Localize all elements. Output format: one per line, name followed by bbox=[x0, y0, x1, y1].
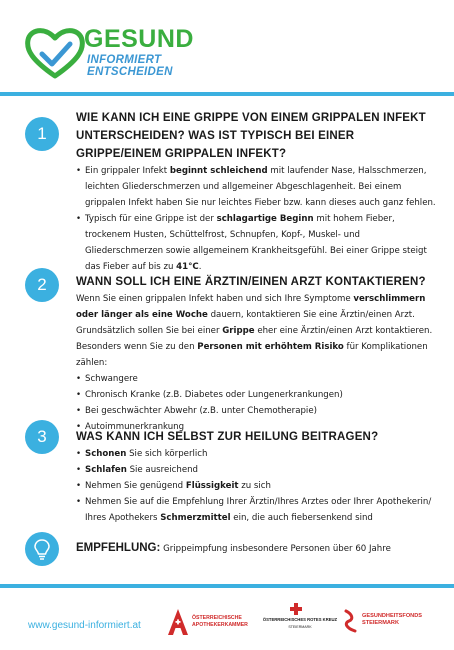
list-item: • Nehmen Sie genügend Flüssigkeit zu sich bbox=[76, 478, 436, 494]
list-item: • Nehmen Sie auf die Empfehlung Ihrer Ärztin/Ihres Arztes oder Ihrer Apothekerin/ Ihres Apothekers Schmerzmittel ein, die auch fiebersenkend sind bbox=[76, 494, 436, 526]
list-item: • Schwangere bbox=[76, 371, 436, 387]
list-item: • Autoimmunerkrankung bbox=[76, 419, 436, 435]
rotes-kreuz-line-2: STEIERMARK bbox=[288, 625, 312, 629]
red-cross-icon bbox=[290, 603, 302, 615]
apothekerkammer-line-1: ÖSTERREICHISCHE bbox=[192, 615, 242, 621]
brand-logo bbox=[24, 20, 194, 86]
list-item: • Typisch für eine Grippe ist der schlagartige Beginn mit hohem Fieber, trockenem Husten, Schüttelfrost, Schnupfen, Kopf-, Muskel- und Gliederschmerzen sowie allgemeinem Krankheitsgefühl. Bei einer Grippe steigt das Fieber auf bis zu 41°C. bbox=[76, 211, 436, 275]
section-1 bbox=[76, 109, 436, 275]
section-1-list bbox=[76, 163, 436, 275]
logo-subtitle-1: INFORMIERT bbox=[87, 54, 162, 66]
section-number-3: 3 bbox=[25, 420, 59, 454]
list-item: • Schonen Sie sich körperlich bbox=[76, 446, 436, 462]
section-2-paragraph-3: Besonders wenn Sie zu den Personen mit erhöhtem Risiko für Komplikationen zählen: bbox=[76, 342, 428, 368]
list-item: • Bei geschwächter Abwehr (z.B. unter Chemotherapie) bbox=[76, 403, 436, 419]
gesundheitsfonds-line-1: GESUNDHEITSFONDS bbox=[362, 613, 422, 619]
bottom-divider bbox=[0, 584, 454, 588]
recommendation-text: Grippeimpfung insbesondere Personen über 60 Jahre bbox=[163, 544, 391, 554]
logo-subtitle-2: ENTSCHEIDEN bbox=[87, 66, 173, 78]
apothekerkammer-line-2: APOTHEKERKAMMER bbox=[192, 622, 248, 628]
logo-title: GESUND bbox=[84, 25, 194, 53]
top-divider bbox=[0, 92, 454, 96]
section-2-paragraph-2: Grundsätzlich sollen Sie bei einer Grippe eher eine Ärztin/einen Arzt kontaktieren. bbox=[76, 326, 433, 336]
heart-check-icon bbox=[24, 24, 86, 80]
gesundheitsfonds-line-2: STEIERMARK bbox=[362, 620, 399, 626]
section-1-heading: WIE KANN ICH EINE GRIPPE VON EINEM GRIPPALEN INFEKT UNTERSCHEIDEN? WAS IST TYPISCH BEI EINER GRIPPE/EINEM GRIPPALEN INFEKT? bbox=[76, 112, 426, 160]
section-3 bbox=[76, 428, 436, 526]
gesundheitsfonds-logo bbox=[342, 608, 438, 636]
section-number-1: 1 bbox=[25, 117, 59, 151]
recommendation-badge bbox=[25, 532, 59, 566]
rotes-kreuz-line-1: ÖSTERREICHISCHES ROTES KREUZ bbox=[262, 617, 338, 622]
recommendation bbox=[76, 540, 436, 557]
section-2-list bbox=[76, 371, 436, 435]
recommendation-label: EMPFEHLUNG: bbox=[76, 542, 161, 554]
list-item: • Chronisch Kranke (z.B. Diabetes oder Lungenerkrankungen) bbox=[76, 387, 436, 403]
apothekerkammer-logo bbox=[167, 608, 257, 636]
list-item: • Schlafen Sie ausreichend bbox=[76, 462, 436, 478]
rotes-kreuz-logo bbox=[262, 603, 338, 637]
pharmacy-a-icon bbox=[167, 608, 189, 636]
lightbulb-icon bbox=[25, 532, 59, 566]
section-2 bbox=[76, 273, 436, 435]
section-3-heading: WAS KANN ICH SELBST ZUR HEILUNG BEITRAGEN? bbox=[76, 431, 379, 443]
website-link[interactable]: www.gesund-informiert.at bbox=[28, 620, 141, 631]
section-2-paragraph-1: Wenn Sie einen grippalen Infekt haben und sich Ihre Symptome verschlimmern oder länger als eine Woche dauern, kontaktieren Sie eine Ärztin/einen Arzt. bbox=[76, 294, 426, 320]
section-3-list bbox=[76, 446, 436, 526]
gesundheitsfonds-mark-icon bbox=[342, 608, 360, 634]
list-item: • Ein grippaler Infekt beginnt schleichend mit laufender Nase, Halsschmerzen, leichten Gliederschmerzen und allgemeiner Abgeschlagenheit. Bei einem grippalen Infekt haben Sie nur leichtes Fieber bzw. kann dieses auch ganz fehlen. bbox=[76, 163, 436, 211]
section-2-heading: WANN SOLL ICH EINE ÄRZTIN/EINEN ARZT KONTAKTIEREN? bbox=[76, 276, 426, 288]
section-number-2: 2 bbox=[25, 268, 59, 302]
